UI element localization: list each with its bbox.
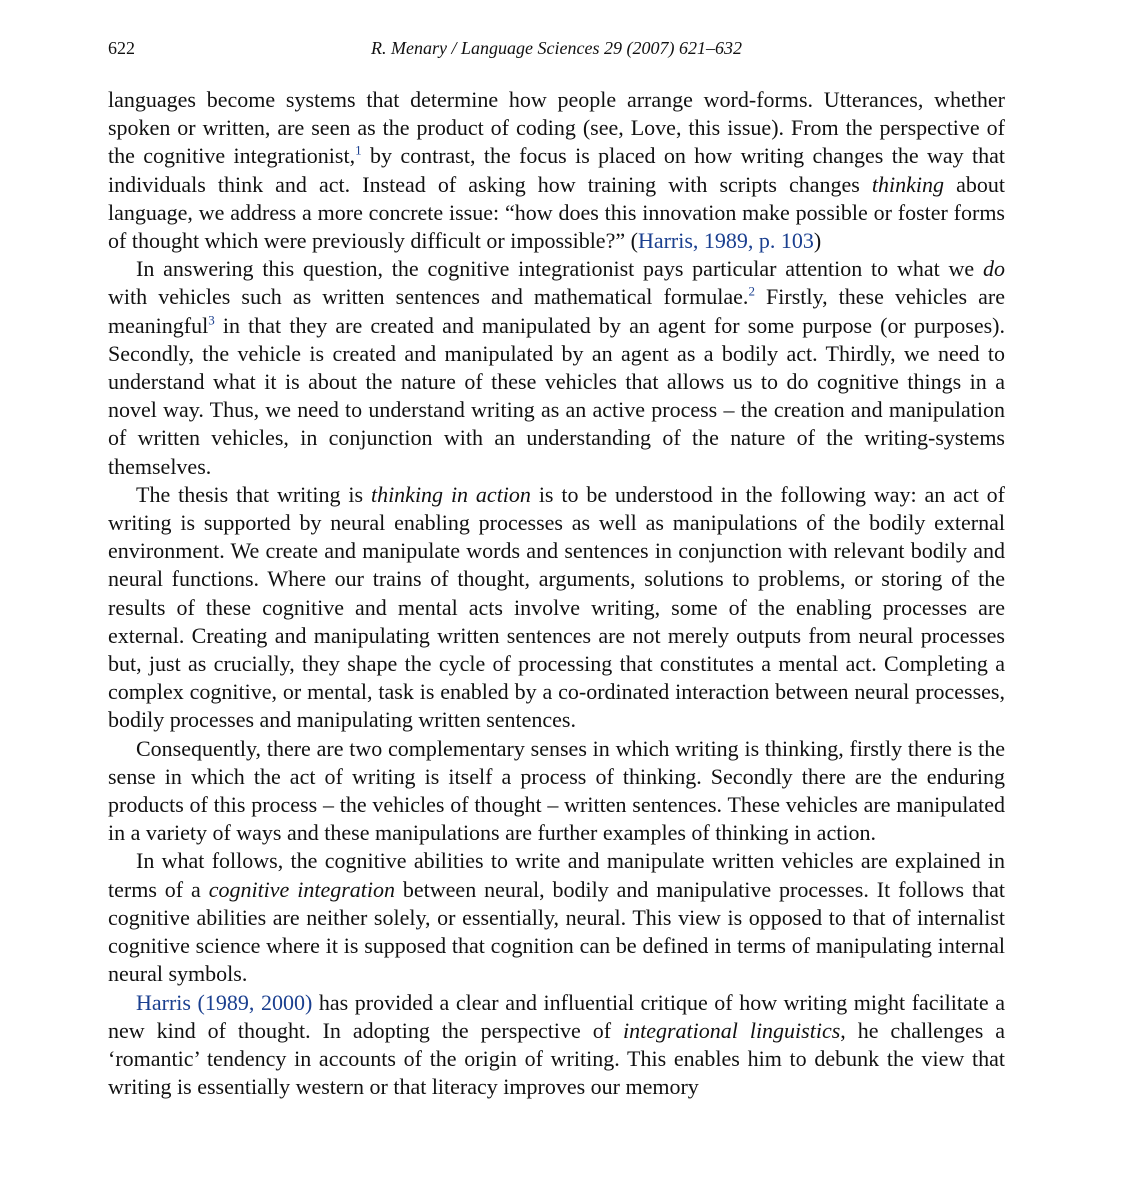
citation-link[interactable]: Harris (1989, 2000) bbox=[136, 989, 313, 1015]
footnote-ref-3[interactable]: 3 bbox=[208, 312, 215, 328]
paragraph-1 bbox=[108, 86, 1005, 255]
paragraph-6 bbox=[108, 989, 1005, 1102]
text: in that they are created and manipulated by an agent for some purpose (or purposes). Secondly, the vehicle is created and manipulated by an agent as a bodily act. Thirdly, we need to understand what it is about the nature of these vehicles that allows us to do cognitive things in a novel way. Thus, we need to understand writing as an active process – the creation and manipulation of written vehicles, in conjunction with an understanding of the nature of the writing-systems themselves. bbox=[108, 312, 1005, 479]
citation-link[interactable]: Harris, 1989, p. 103 bbox=[637, 228, 814, 254]
text: Firstly, these vehicles are meaningful bbox=[108, 284, 1006, 338]
running-header bbox=[108, 38, 1005, 62]
body-text bbox=[108, 86, 1005, 1101]
paragraph-5 bbox=[108, 847, 1005, 988]
footnote-ref-1[interactable]: 1 bbox=[355, 143, 362, 159]
text: is to be understood in the following way: an act of writing is supported by neural enabling processes as well as manipulations of the bodily external environment. We create and manipulate words and sentences in conjunction with relevant bodily and neural functions. Where our trains of thought, arguments, solutions to problems, or storing of the results of these cognitive and mental acts involve writing, some of the enabling processes are external. Creating and manipulating written sentences are not merely outputs from neural processes but, just as crucially, they shape the cycle of processing that constitutes a mental act. Completing a complex cognitive, or mental, task is enabled by a co-ordinated interaction between neural processes, bodily processes and manipulating written sentences. bbox=[108, 481, 1006, 733]
page-number: 622 bbox=[108, 38, 135, 58]
text: ) bbox=[813, 228, 822, 254]
text: by contrast, the focus is placed on how writing changes the way that individuals think and act. Instead of asking how training with scripts changes bbox=[108, 143, 1005, 197]
text: about language, we address a more concrete issue: “how does this innovation make possible or foster forms of thought which were previously difficult or impossible?” ( bbox=[108, 171, 1005, 254]
emphasis: integrational linguistics bbox=[623, 1017, 841, 1043]
footnote-ref-2[interactable]: 2 bbox=[748, 284, 755, 300]
text: , he challenges a ‘romantic’ tendency in accounts of the origin of writing. This enables him to debunk the view that writing is essentially western or that literacy improves our memory bbox=[108, 1017, 1005, 1100]
text: In what follows, the cognitive abilities to write and manipulate written vehicles are explained in terms of a bbox=[108, 848, 1005, 902]
emphasis: cognitive integration bbox=[208, 876, 395, 902]
paragraph-3 bbox=[108, 481, 1005, 735]
paragraph-4 bbox=[108, 735, 1005, 848]
text: The thesis that writing is bbox=[136, 481, 371, 507]
text: In answering this question, the cognitive integrationist pays particular attention to what we bbox=[136, 256, 983, 282]
text: with vehicles such as written sentences and mathematical formulae. bbox=[108, 284, 749, 310]
text: has provided a clear and influential critique of how writing might facilitate a new kind of thought. In adopting the perspective of bbox=[108, 989, 1005, 1043]
text: Consequently, there are two complementary senses in which writing is thinking, firstly there is the sense in which the act of writing is itself a process of thinking. Secondly there are the enduring products of this process – the vehicles of thought – written sentences. These vehicles are manipulated in a variety of ways and these manipulations are further examples of thinking in action. bbox=[108, 735, 1005, 846]
paragraph-2 bbox=[108, 255, 1005, 481]
emphasis: do bbox=[983, 256, 1005, 282]
emphasis: thinking bbox=[871, 171, 945, 197]
running-title: R. Menary / Language Sciences 29 (2007) 621–632 bbox=[371, 38, 742, 58]
text: between neural, bodily and manipulative processes. It follows that cognitive abilities are neither solely, or essentially, neural. This view is opposed to that of internalist cognitive science where it is supposed that cognition can be defined in terms of manipulating internal neural symbols. bbox=[108, 876, 1005, 987]
text: languages become systems that determine how people arrange word-forms. Utterances, whether spoken or written, are seen as the product of coding (see, Love, this issue). From the perspective of the cognitive integrationist, bbox=[108, 87, 1005, 169]
emphasis: thinking in action bbox=[370, 481, 531, 507]
